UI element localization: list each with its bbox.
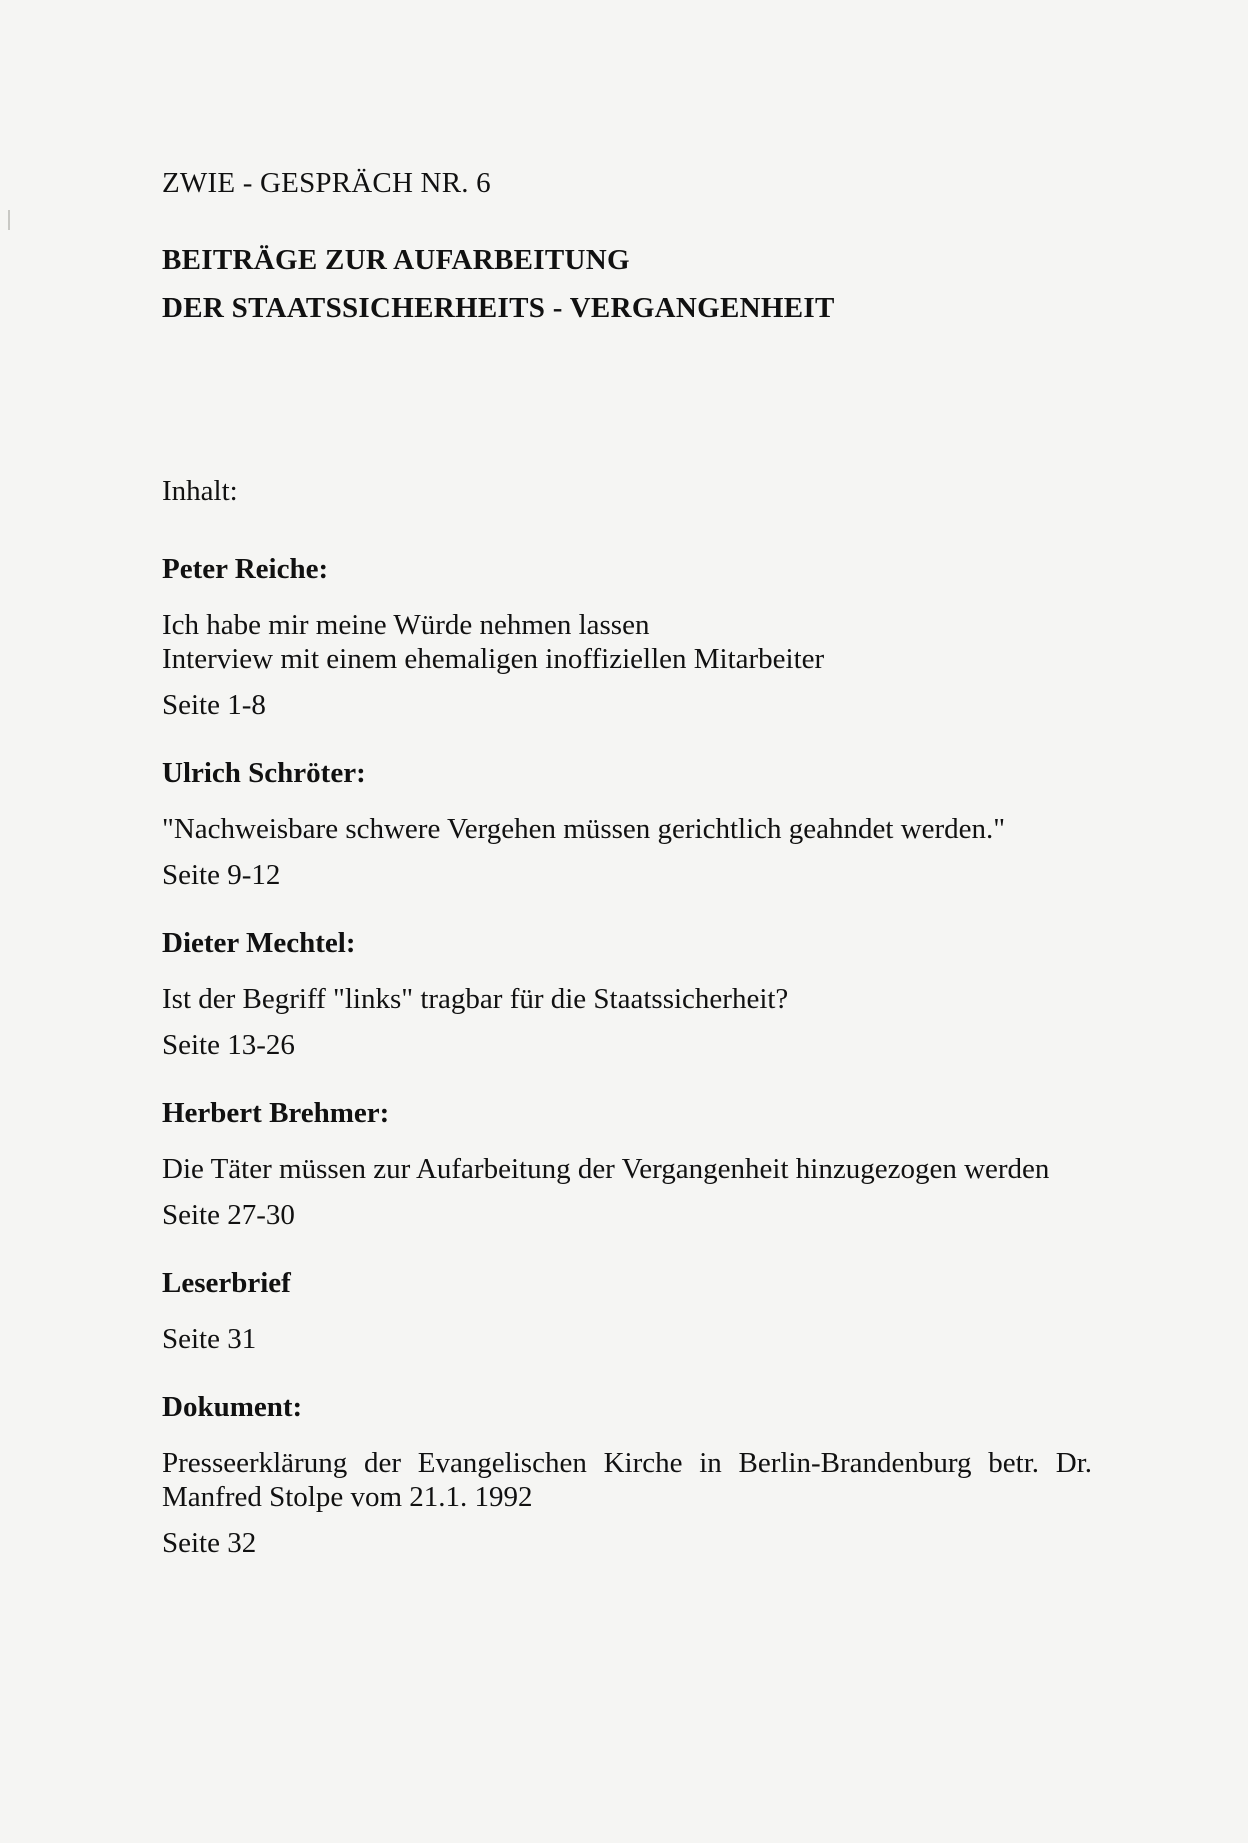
entry-author: Leserbrief bbox=[162, 1267, 291, 1299]
toc-entry bbox=[162, 1390, 1092, 1560]
toc-entry bbox=[162, 552, 1092, 722]
entry-author: Herbert Brehmer: bbox=[162, 1097, 390, 1129]
entry-author: Ulrich Schröter: bbox=[162, 757, 366, 789]
entry-pages: Seite 9-12 bbox=[162, 859, 281, 891]
series-title: ZWIE - GESPRÄCH NR. 6 bbox=[162, 167, 491, 199]
entry-author: Dokument: bbox=[162, 1391, 303, 1423]
entry-pages: Seite 32 bbox=[162, 1527, 257, 1559]
toc-entry bbox=[162, 756, 1092, 892]
entry-title bbox=[162, 608, 1092, 676]
entry-author: Dieter Mechtel: bbox=[162, 927, 356, 959]
entry-title: Ist der Begriff "links" tragbar für die Staatssicherheit? bbox=[162, 983, 789, 1015]
toc-entry bbox=[162, 1266, 1092, 1356]
main-heading-line-2: DER STAATSSICHERHEITS - VERGANGENHEIT bbox=[162, 292, 835, 324]
entry-pages: Seite 1-8 bbox=[162, 689, 266, 721]
entry-title: Presseerklärung der Evangelischen Kirche in Berlin-Brandenburg betr. Dr. Manfred Stolpe vom 21.1. 1992 bbox=[162, 1447, 1092, 1513]
entry-title: Die Täter müssen zur Aufarbeitung der Vergangenheit hinzugezogen werden bbox=[162, 1153, 1050, 1185]
entry-pages: Seite 13-26 bbox=[162, 1029, 295, 1061]
entry-pages: Seite 31 bbox=[162, 1323, 257, 1355]
toc-label: Inhalt: bbox=[162, 475, 238, 507]
document-content bbox=[162, 166, 1092, 1594]
main-heading-line-1: BEITRÄGE ZUR AUFARBEITUNG bbox=[162, 244, 630, 276]
entry-subtitle: Interview mit einem ehemaligen inoffiziellen Mitarbeiter bbox=[162, 643, 825, 675]
entry-title: "Nachweisbare schwere Vergehen müssen gerichtlich geahndet werden." bbox=[162, 813, 1006, 845]
toc-entry bbox=[162, 1096, 1092, 1232]
toc-entry bbox=[162, 926, 1092, 1062]
entry-title-line: Ich habe mir meine Würde nehmen lassen bbox=[162, 609, 650, 641]
entry-author: Peter Reiche: bbox=[162, 553, 329, 585]
scan-margin-mark bbox=[8, 210, 10, 230]
entry-pages: Seite 27-30 bbox=[162, 1199, 295, 1231]
